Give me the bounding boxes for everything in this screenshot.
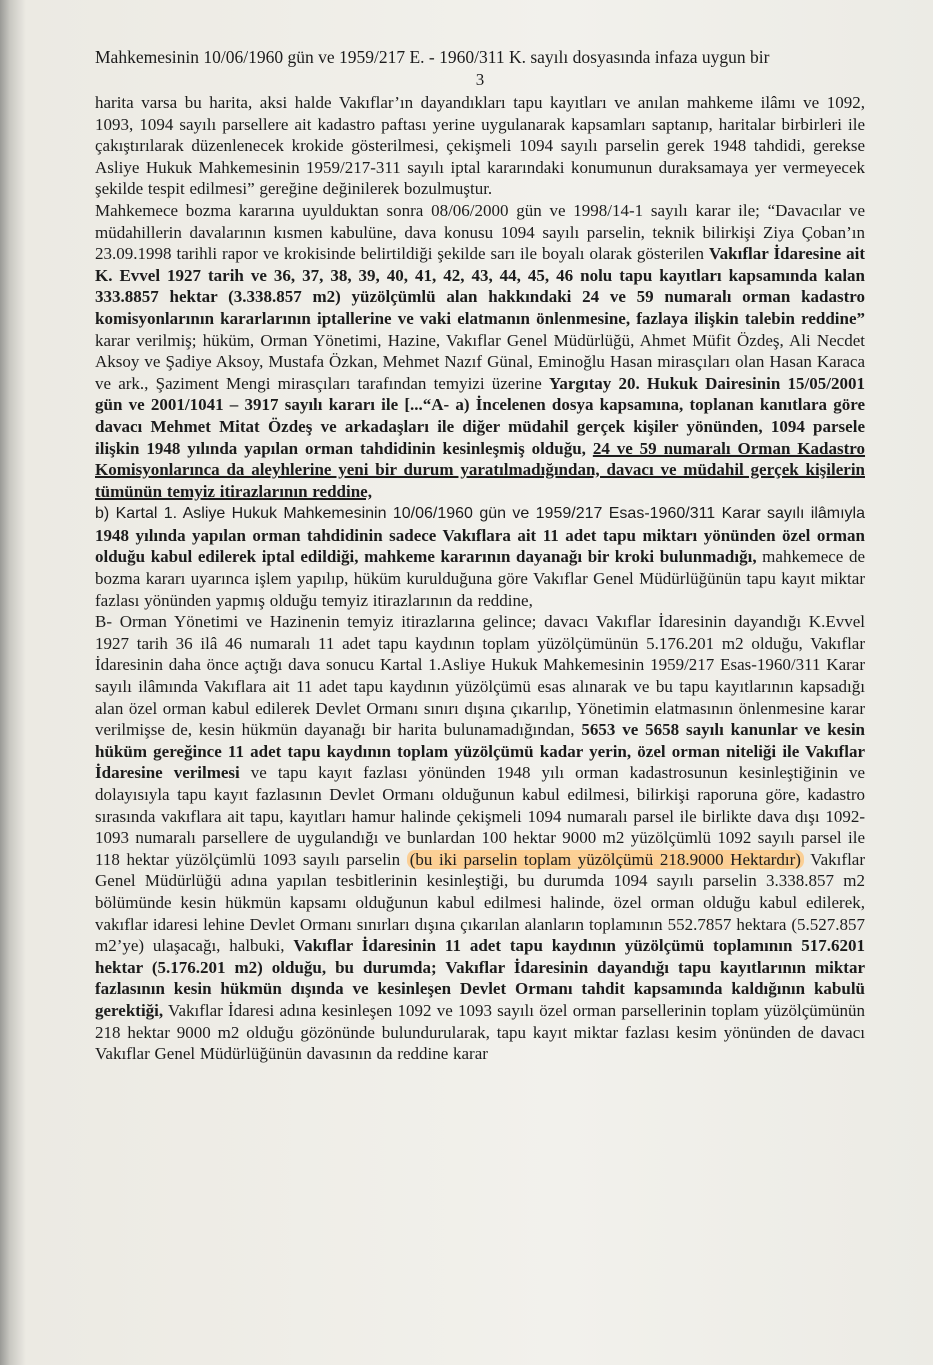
header-line: Mahkemesinin 10/06/1960 gün ve 1959/217 E. - 1960/311 K. sayılı dosyasında infaza uygun bir <box>95 47 770 67</box>
text-run: b) Kartal 1. Asliye Hukuk Mahkemesinin 10/06/1960 gün ve 1959/217 Esas-1960/311 Karar sayılı ilâmıyla <box>95 505 865 523</box>
underlined-text: 24 ve 59 numaralı Orman Kadastro Komisyonlarınca da aleyhlerine yeni bir durum yaratılmadığından, davacı ve müdahil gerçek kişilerin tümünün temyiz itirazlarının reddine, <box>95 438 866 501</box>
paragraph <box>95 200 865 502</box>
paragraph <box>95 502 865 611</box>
bold-text: 1948 yılında yapılan orman tahdidinin sadece Vakıflara ait 11 adet tapu miktarı yönünden özel orman olduğu kabul edilerek iptal edildiği, mahkeme kararının dayanağı bir kroki bulunmadığı, <box>95 525 865 567</box>
paragraph <box>95 611 865 1064</box>
bold-text: 5653 ve 5658 sayılı kanunlar ve kesin hüküm gereğince 11 adet tapu kaydının toplam yüzölçümü kadar yerin, özel orman niteliği ile Vakıflar İdaresine verilmesi <box>95 720 866 783</box>
text-run: harita varsa bu harita, aksi halde Vakıflar’ın dayandıkları tapu kayıtları ve anılan mahkeme ilâmı ve 1092, 1093, 1094 sayılı parsellere ait kadastro paftası yerine uygulanarak kapsamları saptanıp, haritalar birbirleri ile çakıştırılarak düzenlenecek krokide gösterilmesi, çekişmeli 1094 sayılı parselin gerek 1948 tahdidi, gerekse Asliye Hukuk Mahkemesinin 1959/217-311 sayılı iptal kararındaki konumunun duraksamaya yer vermeyecek şekilde tespit edilmesi” gereğine değinilerek bozulmuştur. <box>95 93 865 199</box>
page-number: 3 <box>475 70 485 89</box>
document-body <box>95 92 865 1065</box>
text-run: ve tapu kayıt fazlası yönünden 1948 yılı orman kadastrosunun kesinleştiğinin ve dolayısıyla tapu kayıt fazlasının Devlet Ormanı olduğunun kabul edilmesi, bilirkişi raporuna göre, kadastro sırasında vakıflara ait tapu, kayıtları hamur halinde çekişmeli 1094 numaralı parsel ile birlikte dava dışı 1092-1093 numaralı parsellere de uygulandığı ve bunlardan 100 hektar 9000 m2 yüzölçümlü 1092 sayılı parsel ile 118 hektar yüzölçümlü 1093 sayılı parselin <box>95 763 865 869</box>
highlighted-text: (bu iki parselin toplam yüzölçümü 218.9000 Hektardır) <box>407 850 804 869</box>
bold-text: Vakıflar İdaresinin 11 adet tapu kaydının yüzölçümü toplamının 517.6201 hektar (5.176.201 m2) olduğu, bu durumda; Vakıflar İdaresinin dayandığı tapu kayıtlarının miktar fazlasının kesin hükmün dışında ve kesinleşen Devlet Ormanı tahdit kapsamında kaldığının kabulü gerektiği, <box>95 936 865 1020</box>
text-run: Vakıflar Genel Müdürlüğü adına yapılan tesbitlerinin kesinleştiği, bu durumda 1094 sayılı parselin 3.338.857 m2 bölümünde kesin hükmün kapsamı olduğunun kabul edilmesi halinde, özel orman olduğu kabul edilerek, vakıflar idaresi lehine Devlet Ormanı sınırları dışına çıkarılan alanların toplamının 552.7857 hektara (5.527.857 m2’ye) ulaşacağı, halbuki, <box>95 849 865 956</box>
text-run: B- Orman Yönetimi ve Hazinenin temyiz itirazlarına gelince; davacı Vakıflar İdaresinin dayandığı K.Evvel 1927 tarih 36 ilâ 46 numaralı 11 adet tapu kaydının toplam yüzölçümünün 5.176.201 m2 olduğu, Vakıflar İdaresinin daha önce açtığı dava sonucu Kartal 1.Asliye Hukuk Mahkemesinin 1959/217 Esas-1960/311 Karar sayılı ilâmında Vakıflara ait 11 adet tapu kaydının yüzölçümü esas alınarak ve bu tapu kayıtlarının kapsadığı alan özel orman kabul edilerek Devlet Ormanı sınırı dışına çıkarılıp, Yönetimin elatmasının önlenmesine karar verilmişse de, kesin hükmün dayanağı bir harita bulunamadığından, <box>95 612 865 740</box>
bold-text: Yargıtay 20. Hukuk Dairesinin 15/05/2001 gün ve 2001/1041 – 3917 sayılı kararı ile [...“A- a) İncelenen dosya kapsamına, toplanan kanıtlara göre davacı Mehmet Mitat Özdeş ve arkadaşları ile diğer müdahil gerçek kişiler yönünden, 1094 parsele ilişkin 1948 yılında yapılan orman tahdidinin kesinleşmiş olduğu, <box>95 373 865 458</box>
text-run: Vakıflar İdaresi adına kesinleşen 1092 ve 1093 sayılı özel orman parsellerinin toplam yüzölçümünün 218 hektar 9000 m2 olduğu gözönünde bulundurularak, tapu kayıt miktar fazlası kesim yönünden de davacı Vakıflar Genel Müdürlüğünün davasının da reddine karar <box>95 1000 865 1064</box>
text-run: Mahkemece bozma kararına uyulduktan sonra 08/06/2000 gün ve 1998/14-1 sayılı karar ile; “Davacılar ve müdahillerin davalarının kısmen kabulüne, dava konusu 1094 sayılı parselin, teknik bilirkişi Ziya Çoban’ın 23.09.1998 tarihli rapor ve krokisinde belirtildiği şekilde sarı ile boyalı olarak gösterilen <box>95 200 865 264</box>
document-page <box>95 44 865 1065</box>
text-run: mahkemece de bozma kararı uyarınca işlem yapılıp, hüküm kurulduğuna göre Vakıflar Genel Müdürlüğünün tapu kayıt miktar fazlası yönünden yapmış olduğu temyiz itirazlarının da reddine, <box>95 547 865 610</box>
paragraph <box>95 92 865 200</box>
text-run: karar verilmiş; hüküm, Orman Yönetimi, Hazine, Vakıflar Genel Müdürlüğü, Ahmet Müfit Özdeş, Ali Necdet Aksoy ve Şadiye Aksoy, Mustafa Özkan, Mehmet Nazıf Günal, Eminoğlu Hasan mirasçıları olan Hasan Karaca ve ark., Şaziment Mengi mirasçıları tarafından temyizi üzerine <box>95 330 865 393</box>
bold-text: Vakıflar İdaresine ait K. Evvel 1927 tarih ve 36, 37, 38, 39, 40, 41, 42, 43, 44, 45, 46 nolu tapu kayıtları kapsamında kalan 333.8857 hektar (3.338.857 m2) yüzölçümlü alan hakkındaki 24 ve 59 numaralı orman kadastro komisyonlarının kararlarının iptallerine ve vaki elatmanın önlenmesine, fazlaya ilişkin talebin reddine” <box>95 244 865 328</box>
